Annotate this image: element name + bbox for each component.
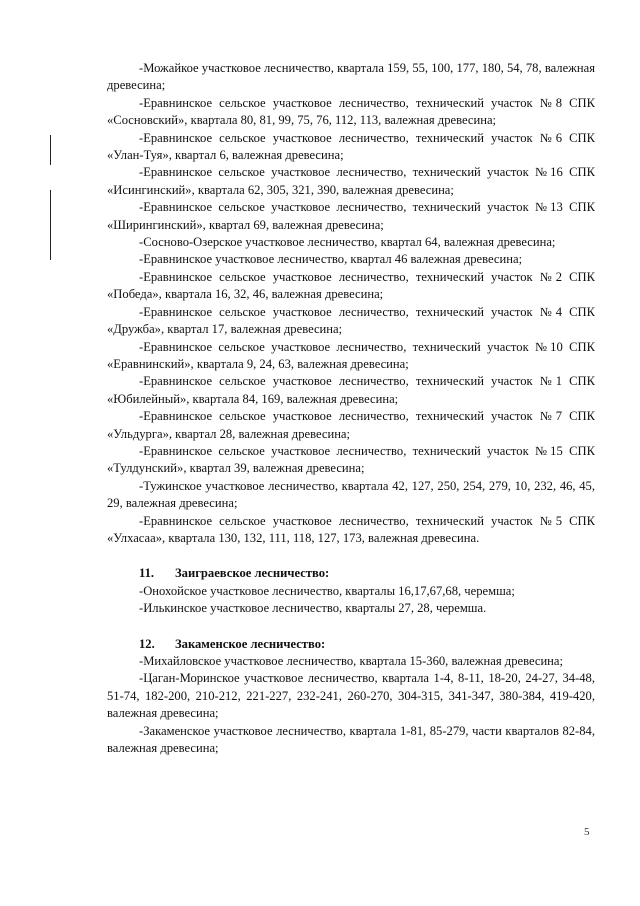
paragraph: -Еравнинское участковое лесничество, квартал 46 валежная древесина; xyxy=(139,252,523,267)
paragraph: -Еравнинское сельское участковое лесничество, технический участок №5 СПК «Улхасаа», квартала 130, 132, 111, 118, 127, 173, валежная древесина. xyxy=(107,513,595,545)
section-title: Заиграевское лесничество: xyxy=(175,566,330,581)
paragraph: -Михайловское участковое лесничество, квартала 15-360, валежная древесина; xyxy=(139,654,564,668)
page-number: 5 xyxy=(584,826,590,838)
paragraph: -Еравнинское сельское участковое лесничество, технический участок №13 СПК «Ширингинский», квартал 69, валежная древесина; xyxy=(107,200,595,232)
section-zaigraevskoe xyxy=(107,565,595,617)
paragraph: -Илькинское участковое лесничество, кварталы 27, 28, черемша. xyxy=(139,601,487,616)
paragraph: -Еравнинское сельское участковое лесничество, технический участок №10 СПК «Еравнинский», квартала 9, 24, 63, валежная древесина; xyxy=(107,339,595,371)
paragraph: -Еравнинское сельское участковое лесничество, технический участок №15 СПК «Тулдунский», квартал 39, валежная древесина; xyxy=(107,443,595,476)
margin-mark-line xyxy=(50,190,51,260)
paragraph: -Можайкое участковое лесничество, квартала 159, 55, 100, 177, 180, 54, 78, валежная древесина; xyxy=(107,61,595,93)
paragraph: -Закаменское участковое лесничество, квартала 1-81, 85-279, части кварталов 82-84, валежная древесина; xyxy=(107,723,595,756)
document-body xyxy=(107,60,595,757)
paragraph: -Еравнинское сельское участковое лесничество, технический участок №16 СПК «Исингинский», квартала 62, 305, 321, 390, валежная древесина; xyxy=(107,165,595,197)
margin-mark-line xyxy=(50,135,51,165)
section-title: Закаменское лесничество: xyxy=(175,636,326,651)
paragraph: -Еравнинское сельское участковое лесничество, технический участок №2 СПК «Победа», квартала 16, 32, 46, валежная древесина; xyxy=(107,269,595,302)
paragraph: -Еравнинское сельское участковое лесничество, технический участок №7 СПК «Ульдурга», квартал 28, валежная древесина; xyxy=(107,409,595,441)
section-heading xyxy=(107,565,595,582)
paragraph: -Еравнинское сельское участковое лесничество, технический участок №8 СПК «Сосновский», квартала 80, 81, 99, 75, 76, 112, 113, валежная древесина; xyxy=(107,95,595,128)
section-number: 11. xyxy=(139,566,155,581)
paragraph: -Цаган-Моринское участковое лесничество, квартала 1-4, 8-11, 18-20, 24-27, 34-48, 51-74, 182-200, 210-212, 221-227, 232-241, 260-270, 304-315, 341-347, 380-384, 419-420, валежная древесина; xyxy=(107,671,595,721)
paragraph: -Тужинское участковое лесничество, квартала 42, 127, 250, 254, 279, 10, 232, 46, 45, 29, валежная древесина; xyxy=(107,478,595,511)
paragraph: -Еравнинское сельское участковое лесничество, технический участок №6 СПК «Улан-Туя», квартал 6, валежная древесина; xyxy=(107,130,595,163)
section-zakamenskoe xyxy=(107,636,595,758)
paragraph: -Сосново-Озерское участковое лесничество, квартал 64, валежная древесина; xyxy=(139,235,556,250)
paragraph: -Еравнинское сельское участковое лесничество, технический участок №1 СПК «Юбилейный», квартала 84, 169, валежная древесина; xyxy=(107,374,595,406)
paragraph: -Онохойское участковое лесничество, кварталы 16,17,67,68, черемша; xyxy=(139,583,515,598)
section-heading xyxy=(107,636,595,653)
paragraph: -Еравнинское сельское участковое лесничество, технический участок №4 СПК «Дружба», квартал 17, валежная древесина; xyxy=(107,304,595,337)
section-number: 12. xyxy=(139,636,155,651)
